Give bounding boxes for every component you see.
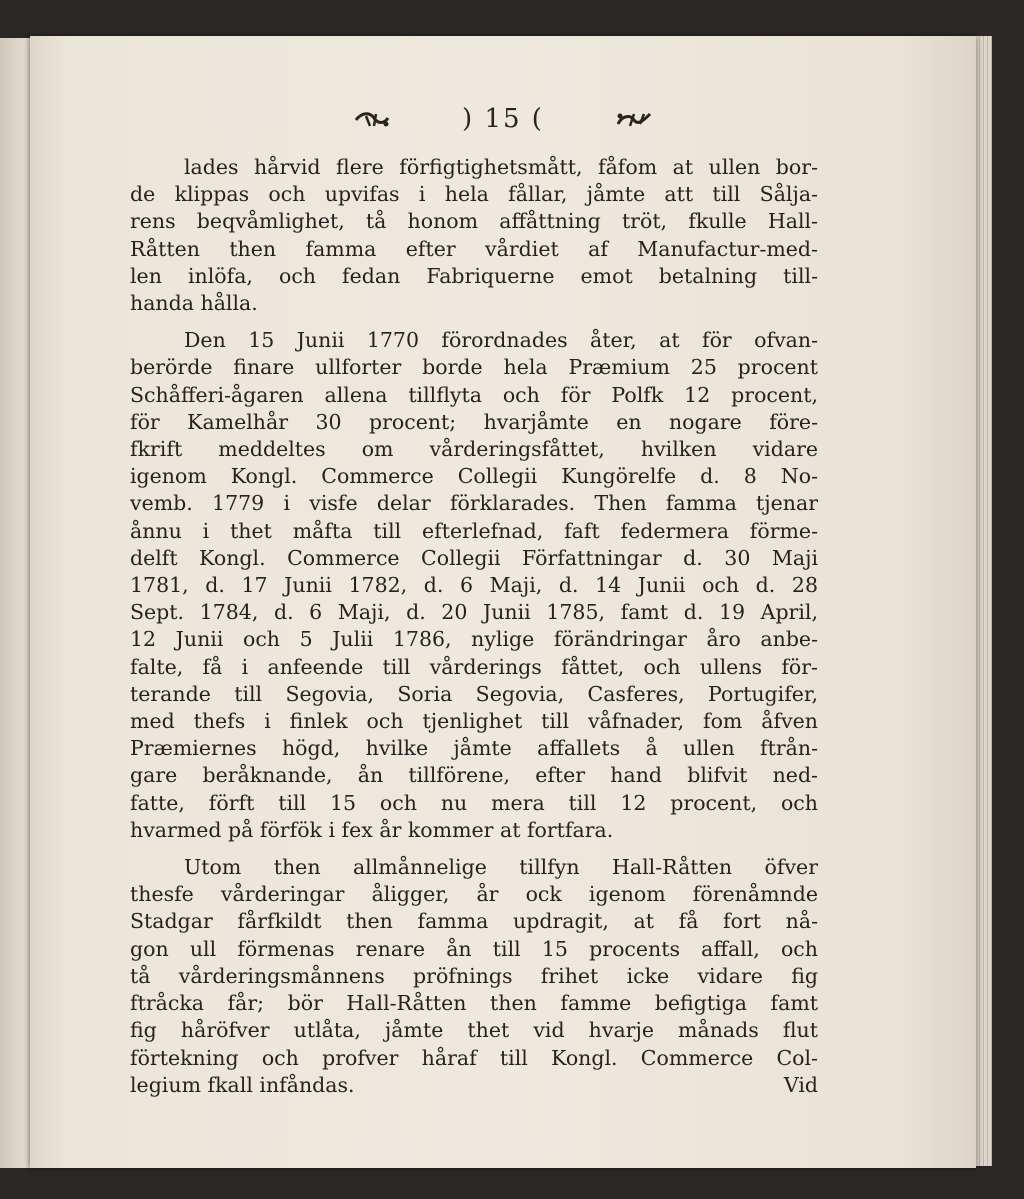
paragraph-3: [130, 854, 818, 1072]
text-line: igenom Kongl. Commerce Collegii Kungörelfe d. 8 No-: [130, 464, 818, 489]
text-line: lades hårvid flere förfigtighetsmått, fåfom at ullen bor-: [184, 155, 818, 179]
text-line: de klippas och upvifas i hela fållar, jåmte att till Sålja-: [130, 182, 818, 207]
text-line: 12 Junii och 5 Julii 1786, nylige förändringar åro anbe-: [130, 627, 818, 652]
text-line: gon ull förmenas renare ån till 15 procents affall, och: [130, 936, 818, 961]
text-line: Sept. 1784, d. 6 Maji, d. 20 Junii 1785, famt d. 19 April,: [130, 600, 818, 625]
paragraph-1: [130, 154, 818, 317]
text-line: Præmiernes högd, hvilke jåmte affallets å ullen ftrån-: [130, 736, 818, 761]
text-line: len inlöfa, och fedan Fabriquerne emot betalning till-: [130, 263, 818, 288]
text-line: Utom then allmånnelige tillfyn Hall-Råtten öfver: [184, 855, 818, 880]
text-line: Råtten then famma efter vårdiet af Manufactur-med-: [130, 236, 818, 261]
catchword: Vid: [783, 1072, 818, 1097]
text-line: vemb. 1779 i visfe delar förklarades. Then famma tjenar: [130, 491, 818, 516]
text-line: för Kamelhår 30 procent; hvarjåmte en nogare före-: [130, 409, 818, 434]
text-line: hvarmed på förfök i fex år kommer at fortfara.: [130, 817, 614, 842]
text-line: handa hålla.: [130, 291, 258, 316]
text-line: falte, få i anfeende till vårderings fåttet, och ullens för-: [130, 654, 818, 679]
text-line: gare beråknande, ån tillförene, efter hand blifvit ned-: [130, 763, 818, 788]
text-line: fkrift meddeltes om vårderingsfåttet, hvilken vidare: [130, 437, 818, 462]
book-page: [30, 36, 976, 1168]
last-line: legium fkall infåndas.: [130, 1072, 355, 1097]
last-line-row: [130, 1072, 818, 1099]
text-line: berörde finare ullforter borde hela Præmium 25 procent: [130, 355, 818, 380]
text-line: ånnu i thet måfta till efterlefnad, faft federmera förme-: [130, 518, 818, 543]
page-header: [30, 104, 976, 134]
text-line: Den 15 Junii 1770 förordnades åter, at för ofvan-: [184, 328, 818, 353]
body-text: [130, 154, 818, 1099]
text-line: förtekning och profver håraf till Kongl. Commerce Col-: [130, 1045, 818, 1070]
text-line: Schåfferi-ågaren allena tillflyta och för Polfk 12 procent,: [130, 382, 818, 407]
text-line: Stadgar fårfkildt then famma updragit, at få fort nå-: [130, 909, 818, 934]
text-line: thesfe vårderingar åligger, år ock igenom förenåmnde: [130, 882, 818, 907]
text-line: 1781, d. 17 Junii 1782, d. 6 Maji, d. 14 Junii och d. 28: [130, 573, 818, 598]
text-line: tå vårderingsmånnens pröfnings frihet icke vidare fig: [130, 963, 818, 988]
text-line: fatte, förft till 15 och nu mera till 12 procent, och: [130, 790, 818, 815]
page-number: ) 15 (: [462, 104, 544, 134]
text-line: terande till Segovia, Soria Segovia, Casferes, Portugifer,: [130, 681, 818, 706]
fleuron-right-icon: [614, 110, 654, 130]
text-line: med thefs i finlek och tjenlighet till våfnader, fom åfven: [130, 709, 818, 734]
paragraph-2: [130, 327, 818, 844]
fleuron-left-icon: [352, 110, 392, 130]
text-line: rens beqvåmlighet, tå honom affåttning tröt, fkulle Hall-: [130, 209, 818, 234]
text-line: ftråcka får; bör Hall-Råtten then famme befigtiga famt: [130, 991, 818, 1016]
text-line: delft Kongl. Commerce Collegii Författningar d. 30 Maji: [130, 545, 818, 570]
text-line: fig håröfver utlåta, jåmte thet vid hvarje månads flut: [130, 1018, 818, 1043]
